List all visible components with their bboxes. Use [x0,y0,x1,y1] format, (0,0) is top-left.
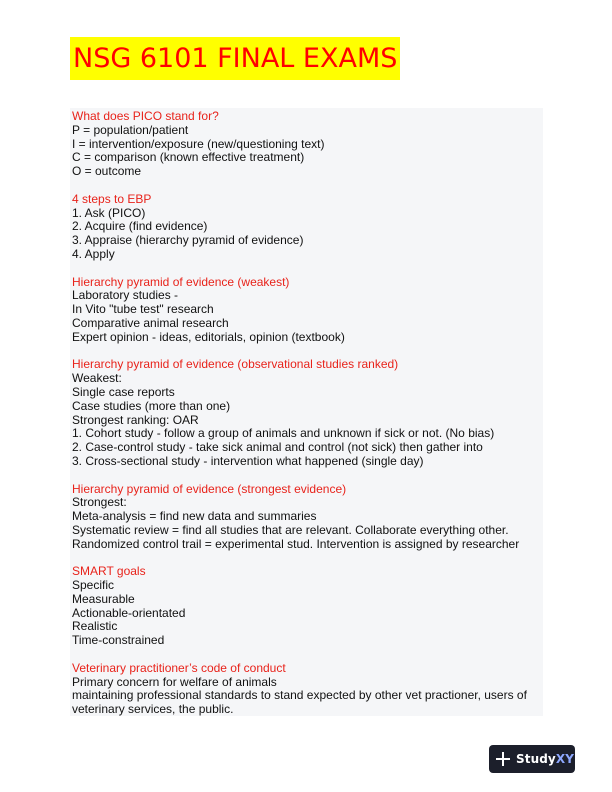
section-line: 4. Apply [72,246,115,261]
section-line: Specific [72,578,115,593]
plus-icon [496,752,510,766]
section-line: 2. Acquire (find evidence) [72,219,208,234]
section-line: 2. Case-control study - take sick animal and control (not sick) then gather into [72,440,483,455]
notes-content [70,108,543,716]
section-line: Actionable-orientated [72,605,186,620]
section-line: I = intervention/exposure (new/questioning text) [72,136,325,151]
section-heading: What does PICO stand for? [72,109,219,123]
brand-prefix: Study [516,752,556,766]
section-line: Comparative animal research [72,315,229,330]
section-line: Expert opinion - ideas, editorials, opinion (textbook) [72,329,345,344]
section-ebp-steps [72,193,543,262]
section-smart-goals [72,565,543,648]
section-pico [72,110,543,179]
brand-name [516,752,574,766]
section-line: 3. Cross-sectional study - intervention what happened (single day) [72,453,424,468]
brand-suffix: XY [555,752,574,766]
section-line: 1. Ask (PICO) [72,205,146,220]
section-line: 3. Appraise (hierarchy pyramid of evidence) [72,233,304,248]
section-line: Realistic [72,619,118,634]
section-line: Weakest: [72,371,122,386]
section-line: In Vito "tube test" research [72,302,214,317]
section-line: Meta-analysis = find new data and summaries [72,509,317,524]
section-line: Systematic review = find all studies that are relevant. Collaborate everything other. [72,522,509,537]
section-line: Strongest: [72,495,127,510]
section-heading: Hierarchy pyramid of evidence (weakest) [72,274,290,289]
section-weakest-evidence [72,276,543,345]
section-line: O = outcome [72,164,142,179]
section-line: Single case reports [72,384,175,399]
section-line: Strongest ranking: OAR [72,412,199,427]
document-title: NSG 6101 FINAL EXAMS [70,37,400,80]
section-line: Randomized control trail = experimental stud. Intervention is assigned by researcher [72,536,520,551]
section-heading: Hierarchy pyramid of evidence (observational studies ranked) [72,357,399,372]
section-line: P = population/patient [72,122,189,137]
section-heading: Hierarchy pyramid of evidence (strongest evidence) [72,481,347,496]
notes-text [72,110,543,731]
studyxy-badge[interactable] [489,745,575,773]
section-line: Time-constrained [72,633,165,648]
section-code-of-conduct [72,662,543,717]
section-line: 1. Cohort study - follow a group of animals and unknown if sick or not. (No bias) [72,426,495,441]
section-heading: 4 steps to EBP [72,191,152,206]
section-strongest-evidence [72,483,543,552]
section-line: Laboratory studies - [72,288,179,303]
section-line: C = comparison (known effective treatment) [72,150,305,165]
section-line: maintaining professional standards to stand expected by other vet practioner, users of veterinary services, the public. [72,688,527,717]
section-heading: Veterinary practitioner’s code of conduct [72,660,286,675]
section-line: Case studies (more than one) [72,398,231,413]
section-line: Measurable [72,591,135,606]
section-heading: SMART goals [72,564,146,579]
section-observational-studies [72,358,543,468]
section-line: Primary concern for welfare of animals [72,674,277,689]
